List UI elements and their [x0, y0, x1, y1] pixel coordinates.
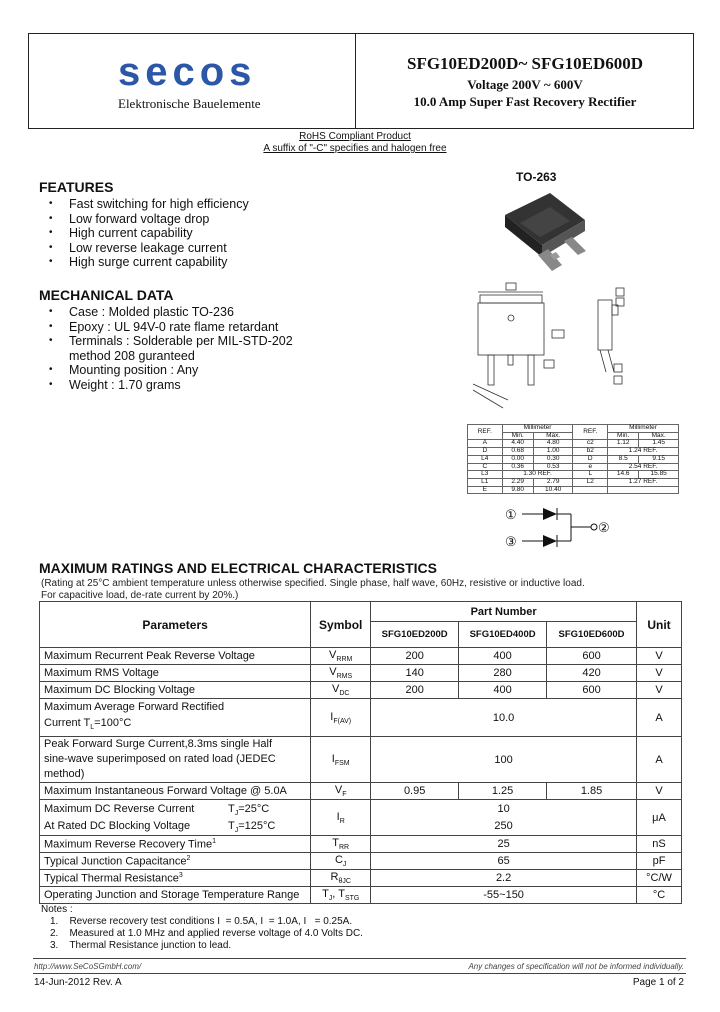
col-unit: Unit	[637, 602, 682, 648]
table-row: Maximum Instantaneous Forward Voltage @ 5.0A $V_F$ 0.95 1.25 1.85 V	[40, 783, 682, 800]
logo-subtitle: Elektronische Bauelemente	[118, 96, 261, 111]
note-item: 3. Thermal Resistance junction to lead.	[50, 940, 232, 951]
company-logo: secos	[118, 50, 257, 94]
table-row: D 0.68 1.00 b2 1.24 REF.	[468, 448, 679, 456]
rohs-notice	[130, 131, 580, 155]
notes	[41, 904, 363, 952]
package-3d-icon	[490, 185, 600, 280]
table-row: L1 2.29 2.79 L2 1.27 REF.	[468, 478, 679, 486]
ratings-note-line: For capacitive load, de-rate current by 20%.)	[41, 590, 239, 601]
table-row: Maximum Average Forward Rectified Current $T_L=100^\circ C$ $I_{F(AV)}$ 10.0 A	[40, 699, 682, 737]
part-title: SFG10ED200D~ SFG10ED600D	[407, 54, 643, 73]
list-item: • Weight : 1.70 grams	[49, 378, 293, 393]
features-list	[49, 197, 249, 270]
product-description: 10.0 Amp Super Fast Recovery Rectifier	[413, 94, 637, 109]
notes-title: Notes :	[41, 904, 73, 915]
list-item: • Low forward voltage drop	[49, 212, 249, 227]
table-row: L3 1.30 REF. L 14.6 15.85	[468, 471, 679, 479]
company-url[interactable]: http://www.SeCoSGmbH.com/	[34, 962, 142, 971]
features-title: FEATURES	[39, 179, 114, 195]
col-symbol: Symbol	[311, 602, 371, 648]
halogen-line: A suffix of "-C" specifies and halogen free	[263, 143, 447, 154]
table-row: A 4.40 4.80 c2 1.12 1.45	[468, 440, 679, 448]
list-item: • Low reverse leakage current	[49, 241, 249, 256]
table-row: Maximum Recurrent Peak Reverse Voltage $V_{RRM}$ 200 400 600 V	[40, 648, 682, 665]
table-row: Maximum DC Reverse Current At Rated DC Blocking Voltage $T_J=25^\circ C$ $T_J=125^\circ C$ $I_R$ 10 250 μA	[40, 800, 682, 836]
ratings-note-line: (Rating at 25°C ambient temperature unless otherwise specified. Single phase, half wave, 60Hz, resistive or inductive load.	[41, 578, 585, 589]
package-outline-drawing	[468, 280, 630, 415]
list-item: • Terminals : Solderable per MIL-STD-202	[49, 334, 293, 349]
title-block	[356, 76, 694, 110]
dimension-table	[467, 424, 679, 494]
part-header: SFG10ED200D	[371, 622, 459, 648]
col-part-number: Part Number	[371, 602, 637, 622]
disclaimer: Any changes of specification will not be informed individually.	[468, 962, 684, 971]
list-item: • Mounting position : Any	[49, 363, 293, 378]
package-title: TO-263	[516, 170, 557, 184]
table-row: Maximum Reverse Recovery Time$^1$ $T_{RR}$ 25 nS	[40, 836, 682, 853]
dim-header: Millimeter	[608, 425, 679, 433]
dim-subheader: Min.	[608, 432, 639, 440]
table-row: Operating Junction and Storage Temperature Range $T_J$, $T_{STG}$ -55~150 °C	[40, 887, 682, 904]
dim-header: Millimeter	[502, 425, 573, 433]
list-item: • Fast switching for high efficiency	[49, 197, 249, 212]
part-header: SFG10ED600D	[547, 622, 637, 648]
table-row: Typical Thermal Resistance$^3$ $R_{\theta JC}$ 2.2 °C/W	[40, 870, 682, 887]
dim-header: REF.	[573, 425, 608, 440]
col-parameters: Parameters	[40, 602, 311, 648]
dim-subheader: Max.	[533, 432, 573, 440]
table-row: E 9.80 10.40	[468, 486, 679, 494]
pin-1-label: ①	[505, 507, 517, 522]
page-number: Page 1 of 2	[632, 977, 684, 988]
dim-subheader: Max.	[639, 432, 679, 440]
list-item: • High current capability	[49, 226, 249, 241]
dim-subheader: Min.	[502, 432, 533, 440]
voltage-range: Voltage 200V ~ 600V	[467, 77, 583, 92]
mechanical-title: MECHANICAL DATA	[39, 287, 174, 303]
table-row: Peak Forward Surge Current,8.3ms single Half sine-wave superimposed on rated load (JEDEC method) $I_{FSM}$ 100 A	[40, 737, 682, 783]
table-row: L4 0.00 0.30 D 8.5 9.15	[468, 455, 679, 463]
list-item: method 208 guranteed	[69, 348, 195, 363]
list-item: • Case : Molded plastic TO-236	[49, 305, 293, 320]
rohs-line: RoHS Compliant Product	[299, 131, 411, 142]
note-item: 1. Reverse recovery test conditions I = 0.5A, I = 1.0A, I = 0.25A.	[50, 916, 353, 927]
list-item: • High surge current capability	[49, 255, 249, 270]
list-item: • Epoxy : UL 94V-0 rate flame retardant	[49, 320, 293, 335]
footer-divider	[33, 958, 686, 959]
table-row: Maximum RMS Voltage $V_{RMS}$ 140 280 420 V	[40, 665, 682, 682]
ratings-note	[41, 578, 585, 602]
revision-date: 14-Jun-2012 Rev. A	[34, 977, 122, 988]
table-row: Maximum DC Blocking Voltage $V_{DC}$ 200 400 600 V	[40, 682, 682, 699]
note-item: 2. Measured at 1.0 MHz and applied reverse voltage of 4.0 Volts DC.	[50, 928, 363, 939]
table-row: C 0.36 0.53 e 2.54 REF.	[468, 463, 679, 471]
part-header: SFG10ED400D	[459, 622, 547, 648]
pin-3-label: ③	[505, 534, 517, 549]
table-row: Typical Junction Capacitance$^2$ $C_J$ 65 pF	[40, 853, 682, 870]
footer-divider	[33, 973, 686, 974]
ratings-title: MAXIMUM RATINGS AND ELECTRICAL CHARACTERISTICS	[39, 560, 437, 576]
ratings-table	[39, 601, 682, 904]
mechanical-list	[49, 305, 293, 392]
dim-header: REF.	[468, 425, 503, 440]
pin-2-label: ②	[598, 520, 610, 535]
